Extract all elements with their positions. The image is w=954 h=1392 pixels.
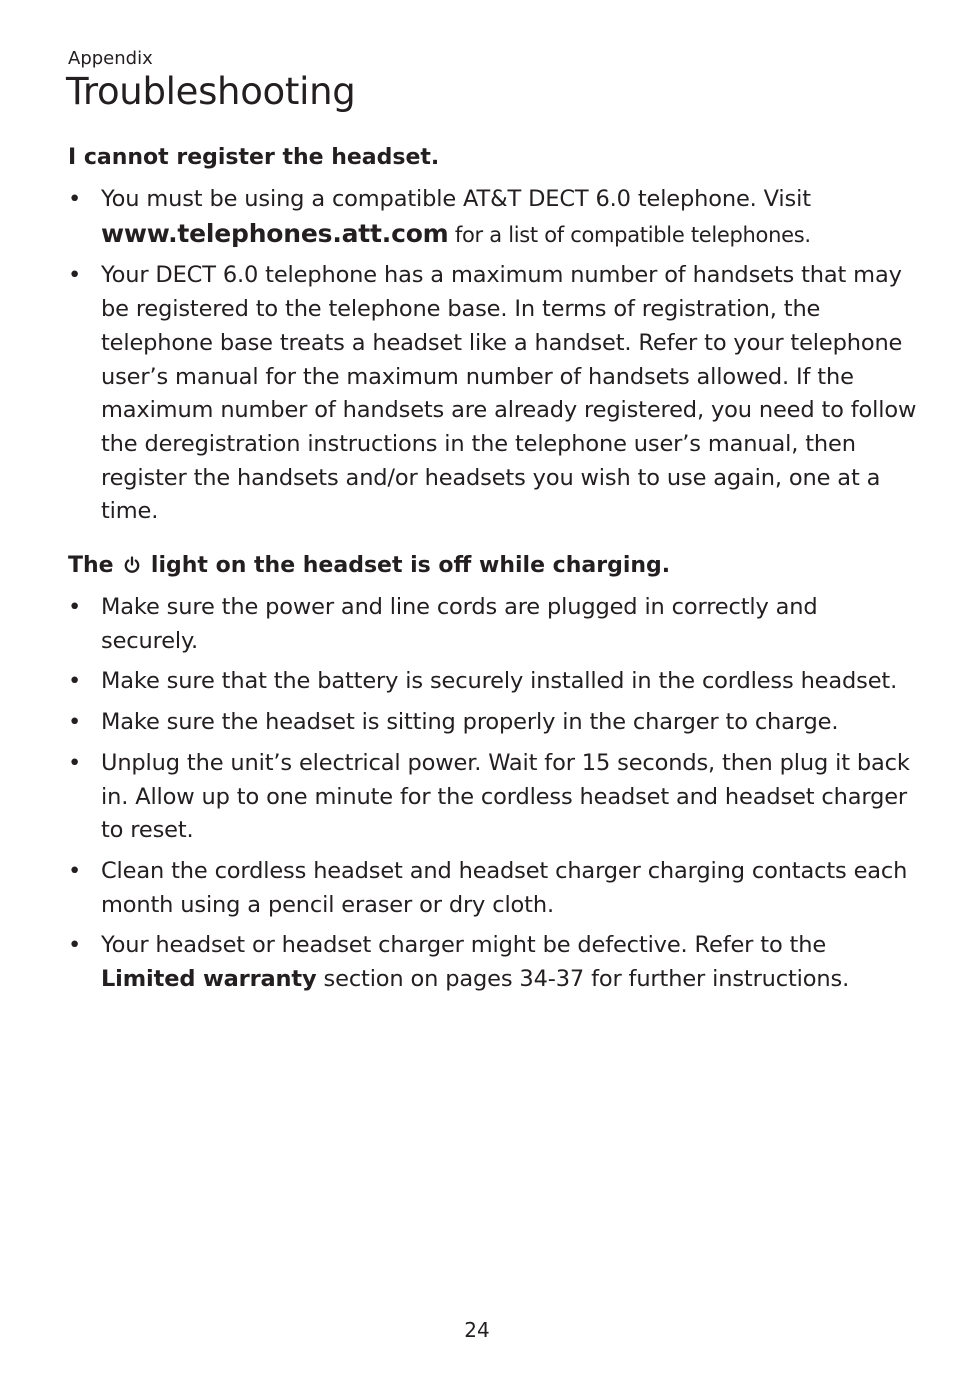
heading-charging-light <box>68 549 918 583</box>
heading-text: The <box>68 553 122 579</box>
list-item: • Make sure the power and line cords are plugged in correctly and securely. <box>68 591 918 658</box>
page-title: Troubleshooting <box>66 70 356 113</box>
website-link[interactable]: www.telephones.att.com <box>101 218 449 248</box>
list-item: • Make sure the headset is sitting properly in the charger to charge. <box>68 706 918 740</box>
charging-bullet-list <box>68 591 918 997</box>
heading-register-headset: I cannot register the headset. <box>68 145 440 170</box>
list-item: • Unplug the unit’s electrical power. Wait for 15 seconds, then plug it back in. Allow up to one minute for the cordless headset and headset charger to reset. <box>68 747 918 848</box>
register-bullet-list <box>68 183 918 529</box>
page-number: 24 <box>464 1318 490 1342</box>
limited-warranty-link[interactable]: Limited warranty <box>101 966 317 993</box>
heading-text: light on the headset is off while charging. <box>143 553 671 579</box>
list-item: • Clean the cordless headset and headset charger charging contacts each month using a pencil eraser or dry cloth. <box>68 855 918 922</box>
list-item: • Make sure that the battery is securely installed in the cordless headset. <box>68 665 918 699</box>
list-item <box>68 929 918 996</box>
list-item: • Your DECT 6.0 telephone has a maximum number of handsets that may be registered to the telephone base. In terms of registration, the telephone base treats a headset like a handset. Refer to your telephone user’s manual for the maximum number of handsets allowed. If the maximum number of handsets are already registered, you need to follow the deregistration instructions in the telephone user’s manual, then register the handsets and/or headsets you wish to use again, one at a time. <box>68 259 918 529</box>
page-content <box>68 141 918 1004</box>
item-text: You must be using a compatible AT&T DECT 6.0 telephone. Visit <box>101 186 811 212</box>
power-icon <box>123 556 141 574</box>
item-text: Your headset or headset charger might be defective. Refer to the <box>101 932 827 959</box>
item-text: for a list of compatible telephones. <box>448 222 811 247</box>
item-text: section on pages 34-37 for further instructions. <box>316 966 850 993</box>
section-label: Appendix <box>68 48 153 69</box>
list-item <box>68 183 918 252</box>
